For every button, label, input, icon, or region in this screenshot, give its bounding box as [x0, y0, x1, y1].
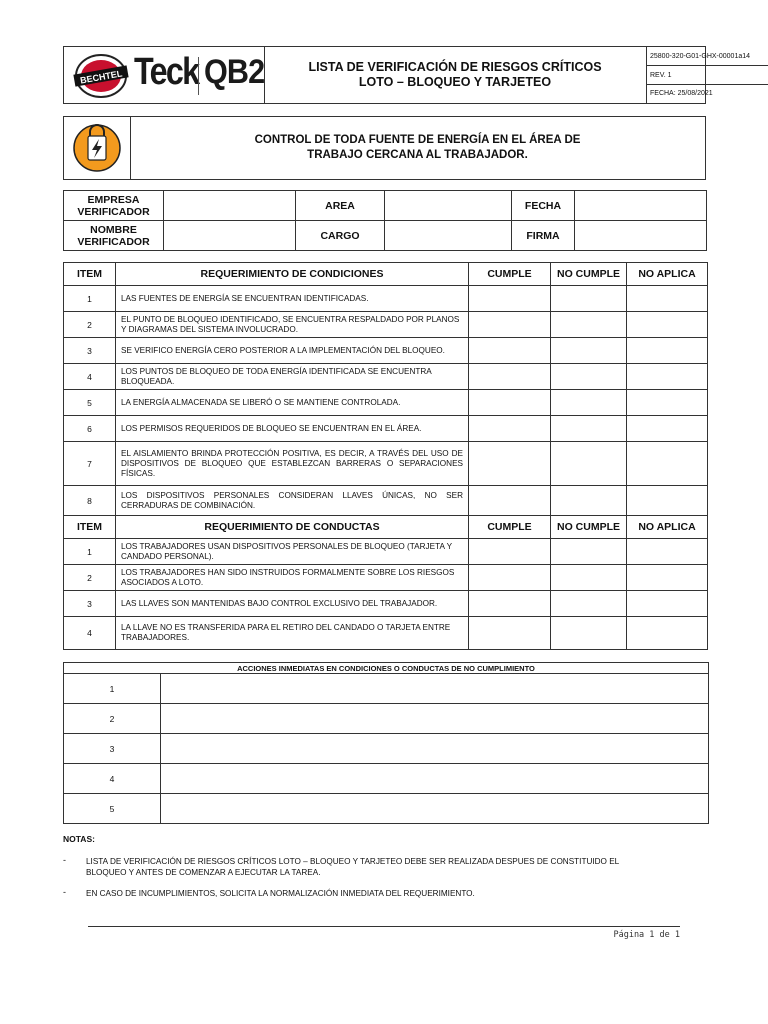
table-row [64, 416, 708, 442]
no-cumple-cell[interactable] [551, 338, 627, 364]
cumple-cell[interactable] [469, 539, 551, 565]
cumple-cell[interactable] [469, 416, 551, 442]
action-row [64, 704, 709, 734]
col-req-conducts: REQUERIMIENTO DE CONDUCTAS [116, 516, 469, 539]
table-row [64, 338, 708, 364]
item-number: 1 [64, 539, 116, 565]
checklist-table [63, 262, 708, 650]
table-row [64, 565, 708, 591]
no-aplica-cell[interactable] [627, 286, 708, 312]
item-number: 8 [64, 486, 116, 516]
svg-text:BECHTEL: BECHTEL [79, 68, 123, 86]
cumple-cell[interactable] [469, 591, 551, 617]
cumple-cell[interactable] [469, 565, 551, 591]
no-cumple-cell[interactable] [551, 390, 627, 416]
document-header [63, 46, 751, 104]
action-number: 2 [64, 704, 161, 734]
requirement-text: SE VERIFICO ENERGÍA CERO POSTERIOR A LA IMPLEMENTACIÓN DEL BLOQUEO. [116, 338, 469, 364]
banner-line-2: TRABAJO CERCANA AL TRABAJADOR. [307, 149, 528, 161]
requirement-text: LOS PUNTOS DE BLOQUEO DE TODA ENERGÍA IDENTIFICADA SE ENCUENTRA BLOQUEADA. [116, 364, 469, 390]
firma-field[interactable] [575, 221, 707, 251]
cumple-cell[interactable] [469, 338, 551, 364]
no-cumple-cell[interactable] [551, 539, 627, 565]
logo-divider [198, 57, 199, 95]
note-2: EN CASO DE INCUMPLIMIENTOS, SOLICITA LA NORMALIZACIÓN INMEDIATA DEL REQUERIMIENTO. [86, 889, 475, 898]
col-no-aplica: NO APLICA [627, 263, 708, 286]
no-aplica-cell[interactable] [627, 617, 708, 650]
requirement-text: LOS TRABAJADORES USAN DISPOSITIVOS PERSONALES DE BLOQUEO (TARJETA Y CANDADO PERSONAL). [116, 539, 469, 565]
qb2-logo: QB2 [204, 53, 265, 91]
col-no-aplica: NO APLICA [627, 516, 708, 539]
hazard-banner [63, 116, 706, 180]
area-label: AREA [296, 191, 385, 221]
action-field[interactable] [161, 704, 709, 734]
table-row [64, 617, 708, 650]
cumple-cell[interactable] [469, 442, 551, 486]
area-field[interactable] [385, 191, 512, 221]
col-item: ITEM [64, 263, 116, 286]
action-row [64, 794, 709, 824]
doc-date: FECHA: 25/08/2021 [650, 90, 713, 97]
no-cumple-cell[interactable] [551, 442, 627, 486]
cumple-cell[interactable] [469, 486, 551, 516]
title-line-1: LISTA DE VERIFICACIÓN DE RIESGOS CRÍTICOS [308, 60, 602, 74]
col-req-conditions: REQUERIMIENTO DE CONDICIONES [116, 263, 469, 286]
note-bullet: - [63, 855, 66, 865]
action-field[interactable] [161, 764, 709, 794]
bechtel-logo [72, 53, 130, 99]
table-row [64, 390, 708, 416]
banner-line-1: CONTROL DE TODA FUENTE DE ENERGÍA EN EL ÁREA DE [254, 134, 581, 146]
title-line-2: LOTO – BLOQUEO Y TARJETEO [358, 75, 552, 89]
no-cumple-cell[interactable] [551, 486, 627, 516]
document-title [264, 47, 647, 103]
action-number: 5 [64, 794, 161, 824]
note-1-line-2: BLOQUEO Y ANTES DE COMENZAR A EJECUTAR LA TAREA. [86, 868, 321, 877]
requirement-text: LA LLAVE NO ES TRANSFERIDA PARA EL RETIRO DEL CANDADO O TARJETA ENTRE TRABAJADORES. [116, 617, 469, 650]
requirement-text: LOS PERMISOS REQUERIDOS DE BLOQUEO SE ENCUENTRAN EN EL ÁREA. [116, 416, 469, 442]
no-cumple-cell[interactable] [551, 286, 627, 312]
page-number: Página 1 de 1 [613, 930, 680, 940]
hazard-icon-cell [64, 117, 131, 179]
item-number: 2 [64, 312, 116, 338]
no-cumple-cell[interactable] [551, 312, 627, 338]
action-field[interactable] [161, 734, 709, 764]
no-aplica-cell[interactable] [627, 364, 708, 390]
requirement-text: LA ENERGÍA ALMACENADA SE LIBERÓ O SE MANTIENE CONTROLADA. [116, 390, 469, 416]
col-item: ITEM [64, 516, 116, 539]
item-number: 1 [64, 286, 116, 312]
no-aplica-cell[interactable] [627, 390, 708, 416]
cumple-cell[interactable] [469, 312, 551, 338]
logo-group [64, 47, 265, 103]
no-aplica-cell[interactable] [627, 338, 708, 364]
empresa-label: EMPRESA VERIFICADOR [64, 191, 164, 221]
cumple-cell[interactable] [469, 286, 551, 312]
note-1 [86, 856, 619, 878]
actions-title: ACCIONES INMEDIATAS EN CONDICIONES O CONDUCTAS DE NO CUMPLIMIENTO [64, 663, 709, 674]
no-cumple-cell[interactable] [551, 364, 627, 390]
document-meta [646, 47, 768, 103]
nombre-field[interactable] [164, 221, 296, 251]
conditions-header-row [64, 263, 708, 286]
table-row [64, 286, 708, 312]
cargo-field[interactable] [385, 221, 512, 251]
conducts-header-row [64, 516, 708, 539]
item-number: 3 [64, 591, 116, 617]
col-cumple: CUMPLE [469, 263, 551, 286]
item-number: 4 [64, 364, 116, 390]
requirement-text: EL PUNTO DE BLOQUEO IDENTIFICADO, SE ENCUENTRA RESPALDADO POR PLANOS Y DIAGRAMAS DEL SISTEMA INVOLUCRADO. [116, 312, 469, 338]
no-cumple-cell[interactable] [551, 416, 627, 442]
no-aplica-cell[interactable] [627, 539, 708, 565]
no-aplica-cell[interactable] [627, 486, 708, 516]
item-number: 7 [64, 442, 116, 486]
note-1-line-1: LISTA DE VERIFICACIÓN DE RIESGOS CRÍTICOS LOTO – BLOQUEO Y TARJETEO DEBE SER REALIZADA DESPUES DE CONSTITUIDO EL [86, 857, 620, 866]
action-field[interactable] [161, 674, 709, 704]
note-bullet: - [63, 887, 66, 897]
no-cumple-cell[interactable] [551, 617, 627, 650]
nombre-label: NOMBRE VERIFICADOR [64, 221, 164, 251]
action-number: 3 [64, 734, 161, 764]
item-number: 5 [64, 390, 116, 416]
no-aplica-cell[interactable] [627, 591, 708, 617]
action-field[interactable] [161, 794, 709, 824]
requirement-text: LAS FUENTES DE ENERGÍA SE ENCUENTRAN IDENTIFICADAS. [116, 286, 469, 312]
table-row [64, 486, 708, 516]
fecha-field[interactable] [575, 191, 707, 221]
no-aplica-cell[interactable] [627, 565, 708, 591]
verifier-info-table [63, 190, 707, 251]
teck-logo: Teck [134, 51, 199, 93]
requirement-text: LOS TRABAJADORES HAN SIDO INSTRUIDOS FORMALMENTE SOBRE LOS RIESGOS ASOCIADOS A LOTO. [116, 565, 469, 591]
col-no-cumple: NO CUMPLE [551, 263, 627, 286]
table-row [64, 364, 708, 390]
doc-code: 25800-320-G01-GHX-00001a14 [646, 47, 768, 66]
firma-label: FIRMA [512, 221, 575, 251]
item-number: 6 [64, 416, 116, 442]
table-row [64, 312, 708, 338]
cargo-label: CARGO [296, 221, 385, 251]
table-row [64, 442, 708, 486]
electrical-hazard-icon [72, 123, 122, 173]
notes-title: NOTAS: [63, 834, 95, 844]
action-row [64, 734, 709, 764]
no-cumple-cell[interactable] [551, 565, 627, 591]
banner-text [130, 117, 705, 179]
empresa-field[interactable] [164, 191, 296, 221]
col-no-cumple: NO CUMPLE [551, 516, 627, 539]
item-number: 4 [64, 617, 116, 650]
cumple-cell[interactable] [469, 390, 551, 416]
doc-revision: REV. 1 [646, 66, 768, 85]
item-number: 2 [64, 565, 116, 591]
requirement-text: LOS DISPOSITIVOS PERSONALES CONSIDERAN LLAVES ÚNICAS, NO SER CERRADURAS DE COMBINACIÓN. [116, 486, 469, 516]
no-aplica-cell[interactable] [627, 416, 708, 442]
footer-divider [88, 926, 680, 927]
no-aplica-cell[interactable] [627, 312, 708, 338]
no-cumple-cell[interactable] [551, 591, 627, 617]
table-row [64, 591, 708, 617]
no-aplica-cell[interactable] [627, 442, 708, 486]
action-number: 1 [64, 674, 161, 704]
cumple-cell[interactable] [469, 364, 551, 390]
action-row [64, 674, 709, 704]
requirement-text: EL AISLAMIENTO BRINDA PROTECCIÓN POSITIVA, ES DECIR, A TRAVÉS DEL USO DE DISPOSITIVOS DE BLOQUEO QUE ESTABLEZCAN BARRERAS O SEPARACIONES FÍSICAS. [116, 442, 469, 486]
col-cumple: CUMPLE [469, 516, 551, 539]
cumple-cell[interactable] [469, 617, 551, 650]
action-row [64, 764, 709, 794]
immediate-actions-table [63, 662, 709, 824]
table-row [64, 539, 708, 565]
action-number: 4 [64, 764, 161, 794]
requirement-text: LAS LLAVES SON MANTENIDAS BAJO CONTROL EXCLUSIVO DEL TRABAJADOR. [116, 591, 469, 617]
fecha-label: FECHA [512, 191, 575, 221]
item-number: 3 [64, 338, 116, 364]
